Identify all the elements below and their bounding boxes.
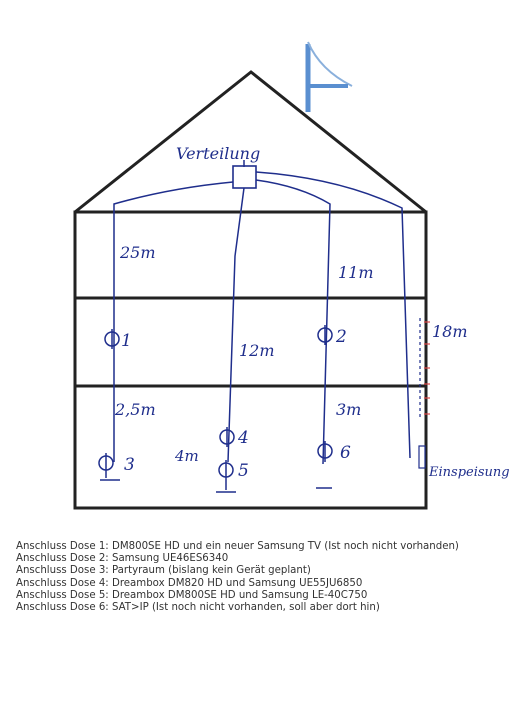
satellite-dish-icon bbox=[308, 42, 352, 112]
note-outlet-1: Anschluss Dose 1: DM800SE HD und ein neuer Samsung TV (Ist noch nicht vorhanden) bbox=[16, 541, 459, 552]
length-label-lower-right: 3m bbox=[336, 400, 362, 419]
house-outline bbox=[75, 72, 426, 508]
outlet-4-label: 4 bbox=[238, 428, 249, 448]
note-outlet-4: Anschluss Dose 4: Dreambox DM820 HD und Samsung UE55JU6850 bbox=[16, 577, 363, 589]
length-label-feed-run: 18m bbox=[432, 322, 468, 341]
length-label-outlet-4-to-5: 4m bbox=[175, 447, 199, 465]
cable-to-center-outlets bbox=[228, 188, 244, 462]
outlet-notes bbox=[16, 541, 511, 614]
length-label-top-left: 25m bbox=[120, 243, 156, 262]
note-outlet-5: Anschluss Dose 5: Dreambox DM800SE HD und Samsung LE-40C750 bbox=[16, 589, 368, 601]
outlet-5-label: 5 bbox=[238, 461, 249, 481]
note-outlet-6: Anschluss Dose 6: SAT>IP (Ist noch nicht vorhanden, soll aber dort hin) bbox=[16, 602, 380, 614]
cable-to-right-outlets bbox=[256, 180, 330, 464]
distribution-box bbox=[233, 166, 256, 188]
outlet-3-label: 3 bbox=[124, 455, 135, 475]
cable-runs bbox=[100, 172, 410, 492]
length-label-lower-left: 2,5m bbox=[115, 400, 156, 419]
outlet-6-label: 6 bbox=[340, 443, 351, 463]
outlet-2-label: 2 bbox=[336, 327, 347, 347]
outlet-2 bbox=[318, 325, 347, 347]
outlet-1-label: 1 bbox=[121, 331, 132, 351]
distribution-label: Verteilung bbox=[176, 144, 261, 163]
cable-feed-run bbox=[256, 172, 410, 458]
length-label-middle-center: 12m bbox=[239, 341, 275, 360]
feed-terminal bbox=[419, 446, 425, 468]
outlet-3 bbox=[99, 453, 135, 478]
note-outlet-3: Anschluss Dose 3: Partyraum (bislang kein Gerät geplant) bbox=[16, 565, 311, 577]
outlet-1 bbox=[105, 329, 132, 351]
outlet-5 bbox=[219, 460, 249, 490]
note-outlet-2: Anschluss Dose 2: Samsung UE46ES6340 bbox=[16, 553, 229, 565]
outlet-4 bbox=[220, 427, 249, 448]
cable-to-left-outlets bbox=[114, 182, 233, 462]
length-label-top-right: 11m bbox=[338, 263, 374, 282]
feed-label: Einspeisung bbox=[429, 465, 510, 480]
